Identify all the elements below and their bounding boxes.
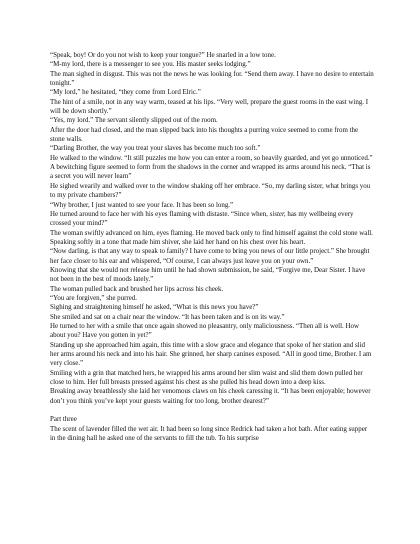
paragraph: Standing up she approached him again, this time with a slow grace and elegance that spoke of her station and slid her arms around his neck and into his hair. She grinned, her sharp canines exposed. “All in good time, Brother. I am very close.” [50,340,372,368]
paragraph-text: He turned around to face her with his eyes flaming with distaste. “Since when, [50,209,270,218]
paragraph: “Darling Brother, the way you treat your slaves has become much too soft.” [50,144,261,153]
section-heading: Part three [50,415,77,424]
paragraph: The scent of lavender filled the wet air. It had been so long since Redrick had taken a hot bath. After eating supper in the dining hall he asked one of the servants to fill the tub. To his surprise [50,424,368,443]
paragraph: “Why brother, I just wanted to see your face. It has been so long.” [50,200,234,209]
paragraph: After the door had closed, and the man slipped back into his thoughts a purring voice seemed to come from the stone walls. [50,125,359,144]
paragraph [50,210,374,229]
paragraph: He sighed wearily and walked over to the window shaking off her embrace. “So, my darling sister, what brings you to my private chambers?” [50,181,371,200]
paragraph: The man sighed in disgust. This was not the news he was looking for. “Send them away. I have no desire to entertain tonight.” [50,69,374,88]
paragraph: The hint of a smile, not in any way warm, teased at his lips. “Very well, prepare the guest rooms in the east wing. I will be down shortly.” [50,97,369,116]
paragraph: The woman pulled back and brushed her lips across his cheek. [50,284,224,293]
paragraph: The woman swiftly advanced on him, eyes flaming. He moved back only to find himself against the cold stone wall. Speaking softly in a tone that made him shiver, she laid her hand on his chest over his heart. [50,228,373,246]
section-gap [50,406,374,415]
paragraph-text: has my wellbeing every crossed your mind?” [50,209,354,228]
paragraph: “Now darling, is that any way to speak to family? I have come to bring you news of our little project.” She brought her face closer to his ear and whispered, “Of course, I can always just leave you on your own.” [50,247,370,265]
emphasis-word: sister, [269,209,286,218]
paragraph: A bewitching figure seemed to form from the shadows in the corner and wrapped its arms around his neck. “That is a secret you will never learn” [50,163,371,181]
paragraph: Knowing that she would not release him until he had shown submission, he said, “Forgive me, Dear Sister. I have not been in the best of moods lately.” [50,265,366,284]
paragraph: She smiled and sat on a chair near the window. “It has been taken and is on its way.” [50,312,285,321]
paragraph: Breaking away breathlessly she laid her venomous claws on his cheek caressing it. “It has been enjoyable; however don’t you think you’ve kept your guests waiting for too long, brother dearest?” [50,387,371,405]
paragraph: “Speak, boy! Or do you not wish to keep your tongue?” He snarled in a low tone. [50,51,276,59]
paragraph: “My lord,” he hesitated, “they come from Lord Elric.” [50,88,201,97]
paragraph: “Yes, my lord.” The servant silently slipped out of the room. [50,116,218,125]
paragraph: “M-my lord, there is a messenger to see you. His master seeks lodging.” [50,60,251,69]
story-text [50,51,374,406]
paragraph: Sighing and straightening himself he asked, “What is this news you have?” [50,303,259,312]
paragraph: He walked to the window. “It still puzzles me how you can enter a room, so heavily guarded, and yet go unnoticed.” [50,153,373,162]
document-page [50,51,374,443]
paragraph: “You are forgiven,” she purred. [50,293,138,302]
paragraph: Smiling with a grin that matched hers, he wrapped his arms around her slim waist and slid them down pulled her close to him. Her full breasts pressed against his chest as she pulled his head down into a deep kiss. [50,368,363,387]
paragraph: He turned to her with a smile that once again showed no pleasantry, only maliciousness. “Then all is well. How about you? Have you gotten in yet?” [50,321,359,340]
section-text [50,425,374,444]
